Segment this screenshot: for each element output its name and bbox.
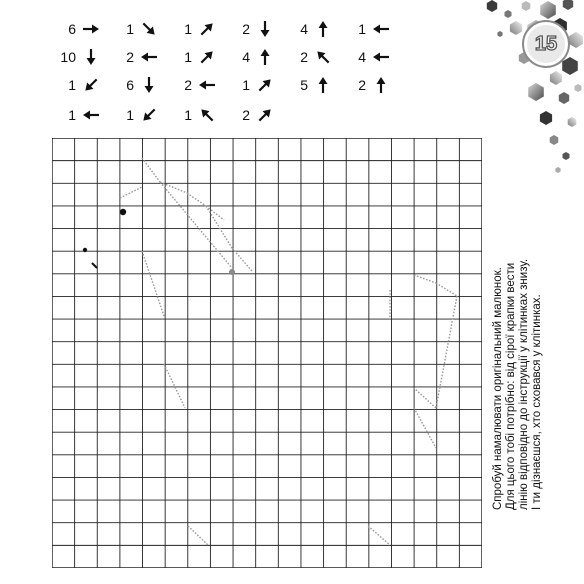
- page-number: 15: [534, 32, 558, 55]
- instruction-count: 1: [126, 21, 134, 37]
- instruction-count: 1: [68, 107, 76, 123]
- instruction-4-2: [118, 104, 158, 126]
- decorative-hexagon: [487, 0, 497, 12]
- guide-hint-line: [436, 283, 457, 296]
- arrow-up-left-icon: [314, 48, 332, 66]
- decorative-hexagon: [522, 1, 531, 11]
- instruction-count: 4: [358, 49, 366, 65]
- instruction-count: 2: [358, 77, 366, 93]
- instruction-2-4: [234, 46, 274, 68]
- arrow-up-right-icon: [198, 20, 216, 38]
- instruction-count: 1: [126, 107, 134, 123]
- arrow-down-right-icon: [140, 20, 158, 38]
- eye-dot: [120, 209, 126, 215]
- guide-hint-line: [414, 275, 436, 283]
- instruction-2-6: [350, 46, 390, 68]
- arrow-up-icon: [314, 76, 332, 94]
- decorative-hexagon: [568, 117, 577, 127]
- arrow-down-left-icon: [82, 76, 100, 94]
- instruction-1-2: [118, 18, 158, 40]
- decorative-hexagon: [559, 92, 569, 104]
- arrow-down-icon: [256, 20, 274, 38]
- arrow-down-icon: [82, 48, 100, 66]
- arrow-up-icon: [372, 76, 390, 94]
- instruction-count: 1: [184, 21, 192, 37]
- arrow-left-icon: [372, 48, 390, 66]
- instruction-4-4: [234, 104, 274, 126]
- instruction-3-4: [234, 74, 274, 96]
- instruction-1-3: [176, 18, 216, 40]
- arrow-down-icon: [140, 76, 158, 94]
- instruction-count: 2: [242, 107, 250, 123]
- drawing-grid: [52, 138, 482, 568]
- task-line-2: Для цього тобі потрібно: від сірої крапки вести: [505, 262, 517, 510]
- instruction-count: 5: [300, 77, 308, 93]
- arrow-up-right-icon: [256, 106, 274, 124]
- decorative-hexagon: [563, 0, 573, 10]
- instruction-1-1: [60, 18, 100, 40]
- instruction-count: 10: [60, 49, 76, 65]
- arrow-down-left-icon: [140, 106, 158, 124]
- decorative-hexagon: [555, 167, 560, 173]
- decorative-hexagon: [540, 1, 556, 19]
- decorative-hexagon: [550, 135, 559, 145]
- instruction-count: 6: [126, 77, 134, 93]
- instruction-count: 4: [300, 21, 308, 37]
- decorative-hexagon: [497, 31, 502, 37]
- instruction-3-1: [60, 74, 100, 96]
- decorative-hexagon: [562, 57, 578, 75]
- decorative-hexagon: [563, 152, 570, 160]
- decorative-hexagon: [575, 84, 582, 92]
- decorative-hexagon: [505, 10, 512, 18]
- instruction-count: 1: [184, 107, 192, 123]
- instruction-1-6: [350, 18, 390, 40]
- guide-hint-line: [368, 526, 390, 545]
- instruction-2-2: [118, 46, 158, 68]
- start-gray-dot: [229, 269, 235, 275]
- guide-hint-line: [436, 296, 457, 408]
- instruction-count: 1: [184, 49, 192, 65]
- decorative-hexagon: [540, 111, 552, 125]
- instruction-3-5: [292, 74, 332, 96]
- instruction-1-5: [292, 18, 332, 40]
- instruction-1-4: [234, 18, 274, 40]
- arrow-up-right-icon: [198, 48, 216, 66]
- guide-hint-line: [206, 206, 224, 220]
- guide-hint-line: [414, 408, 436, 448]
- arrow-up-right-icon: [256, 76, 274, 94]
- arrow-up-left-icon: [198, 106, 216, 124]
- instruction-count: 6: [68, 21, 76, 37]
- task-line-1: Спробуй намалювати оригінальний малюнок.: [492, 267, 504, 510]
- decorative-hexagon: [550, 71, 562, 85]
- mouth-mark: [92, 263, 97, 268]
- decorative-hexagon: [569, 32, 583, 48]
- task-description: [492, 210, 543, 510]
- instruction-3-3: [176, 74, 216, 96]
- page-number-badge: [524, 22, 568, 66]
- instruction-2-3: [176, 46, 216, 68]
- guide-hint-line: [187, 193, 206, 206]
- guide-hint-line: [188, 526, 208, 545]
- task-line-3: лінію відповідно до інструкції у клітинках знизу.: [518, 258, 530, 510]
- arrow-left-icon: [198, 76, 216, 94]
- guide-hint-line: [142, 158, 160, 182]
- instruction-2-1: [60, 46, 100, 68]
- arrow-up-icon: [314, 20, 332, 38]
- task-line-4: І ти дізнаєшся, хто сховався у клітинках.: [531, 294, 543, 510]
- instruction-count: 2: [300, 49, 308, 65]
- instruction-2-5: [292, 46, 332, 68]
- grid-canvas: [52, 138, 482, 568]
- arrow-left-icon: [140, 48, 158, 66]
- decorative-hexagon: [528, 83, 544, 101]
- instruction-3-2: [118, 74, 158, 96]
- guide-hint-line: [164, 364, 185, 408]
- instruction-4-3: [176, 104, 216, 126]
- guide-hint-line: [160, 182, 232, 268]
- guide-hint-line: [120, 187, 142, 198]
- instruction-count: 2: [126, 49, 134, 65]
- nostril-dot: [83, 248, 87, 252]
- guide-hint-line: [142, 251, 164, 316]
- instruction-3-6: [350, 74, 390, 96]
- instruction-count: 4: [242, 49, 250, 65]
- arrow-left-icon: [82, 106, 100, 124]
- instruction-count: 2: [242, 21, 250, 37]
- instruction-4-1: [60, 104, 100, 126]
- arrow-up-icon: [256, 48, 274, 66]
- arrow-right-icon: [82, 20, 100, 38]
- instruction-count: 1: [68, 77, 76, 93]
- decorative-hexagon: [510, 21, 522, 35]
- instruction-count: 1: [242, 77, 250, 93]
- guide-hint-line: [414, 388, 436, 408]
- arrow-left-icon: [372, 20, 390, 38]
- instruction-count: 2: [184, 77, 192, 93]
- instruction-count: 1: [358, 21, 366, 37]
